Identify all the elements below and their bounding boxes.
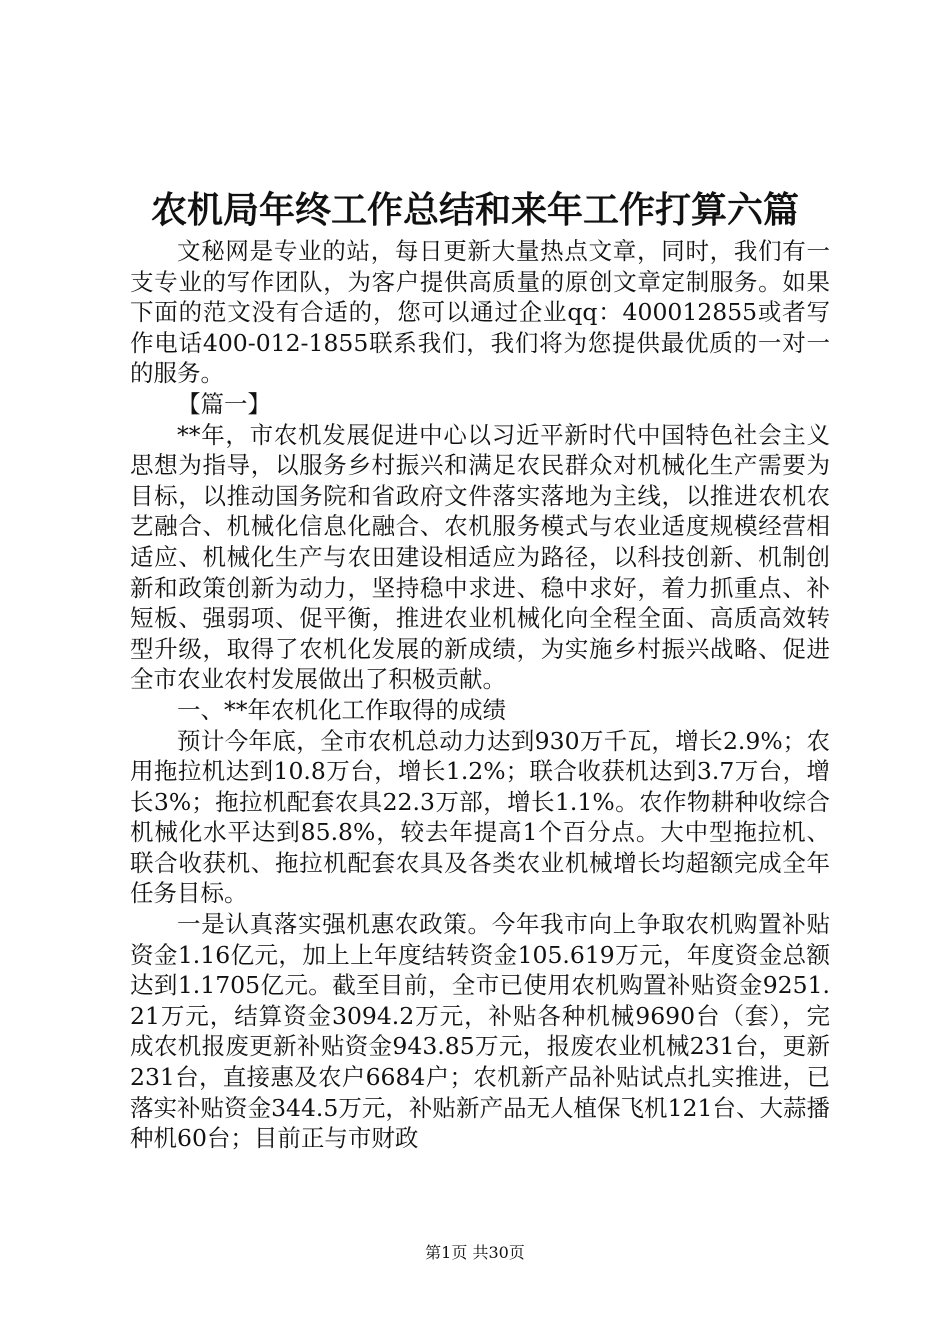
section-heading-part-one: 【篇一】 <box>177 389 271 418</box>
section-heading-achievements: 一、**年农机化工作取得的成绩 <box>177 695 506 724</box>
page-number-footer: 第1页 共30页 <box>425 1243 525 1262</box>
document-title: 农机局年终工作总结和来年工作打算六篇 <box>150 189 799 231</box>
intro-paragraph: 文秘网是专业的站，每日更新大量热点文章，同时，我们有一支专业的写作团队，为客户提供高质量的原创文章定制服务。如果下面的范文没有合适的，您可以通过企业qq：400012855或者写作电话400-012-1855联系我们，我们将为您提供最优质的一对一的服务。 <box>130 237 830 388</box>
summary-paragraph: **年，市农机发展促进中心以习近平新时代中国特色社会主义思想为指导，以服务乡村振兴和满足农民群众对机械化生产需要为目标，以推动国务院和省政府文件落实落地为主线，以推进农机农艺融合、机械化信息化融合、农机服务模式与农业适度规模经营相适应、机械化生产与农田建设相适应为路径，以科技创新、机制创新和政策创新为动力，坚持稳中求进、稳中求好，着力抓重点、补短板、强弱项、促平衡，推进农业机械化向全程全面、高质高效转型升级，取得了农机化发展的新成绩，为实施乡村振兴战略、促进全市农业农村发展做出了积极贡献。 <box>130 420 830 694</box>
document-body <box>130 236 830 1154</box>
subsidy-policy-paragraph: 一是认真落实强机惠农政策。今年我市向上争取农机购置补贴资金1.16亿元，加上上年度结转资金105.619万元，年度资金总额达到1.1705亿元。截至目前，全市已使用农机购置补贴资金9251.21万元，结算资金3094.2万元，补贴各种机械9690台（套），完成农机报废更新补贴资金943.85万元，报废农业机械231台，更新231台，直接惠及农户6684户；农机新产品补贴试点扎实推进，已落实补贴资金344.5万元，补贴新产品无人植保飞机121台、大蒜播种机60台；目前正与市财政 <box>130 910 830 1153</box>
statistics-paragraph: 预计今年底，全市农机总动力达到930万千瓦，增长2.9%；农用拖拉机达到10.8万台，增长1.2%；联合收获机达到3.7万台，增长3%；拖拉机配套农具22.3万部，增长1.1%。农作物耕种收综合机械化水平达到85.8%，较去年提高1个百分点。大中型拖拉机、联合收获机、拖拉机配套农具及各类农业机械增长均超额完成全年任务目标。 <box>130 726 830 908</box>
